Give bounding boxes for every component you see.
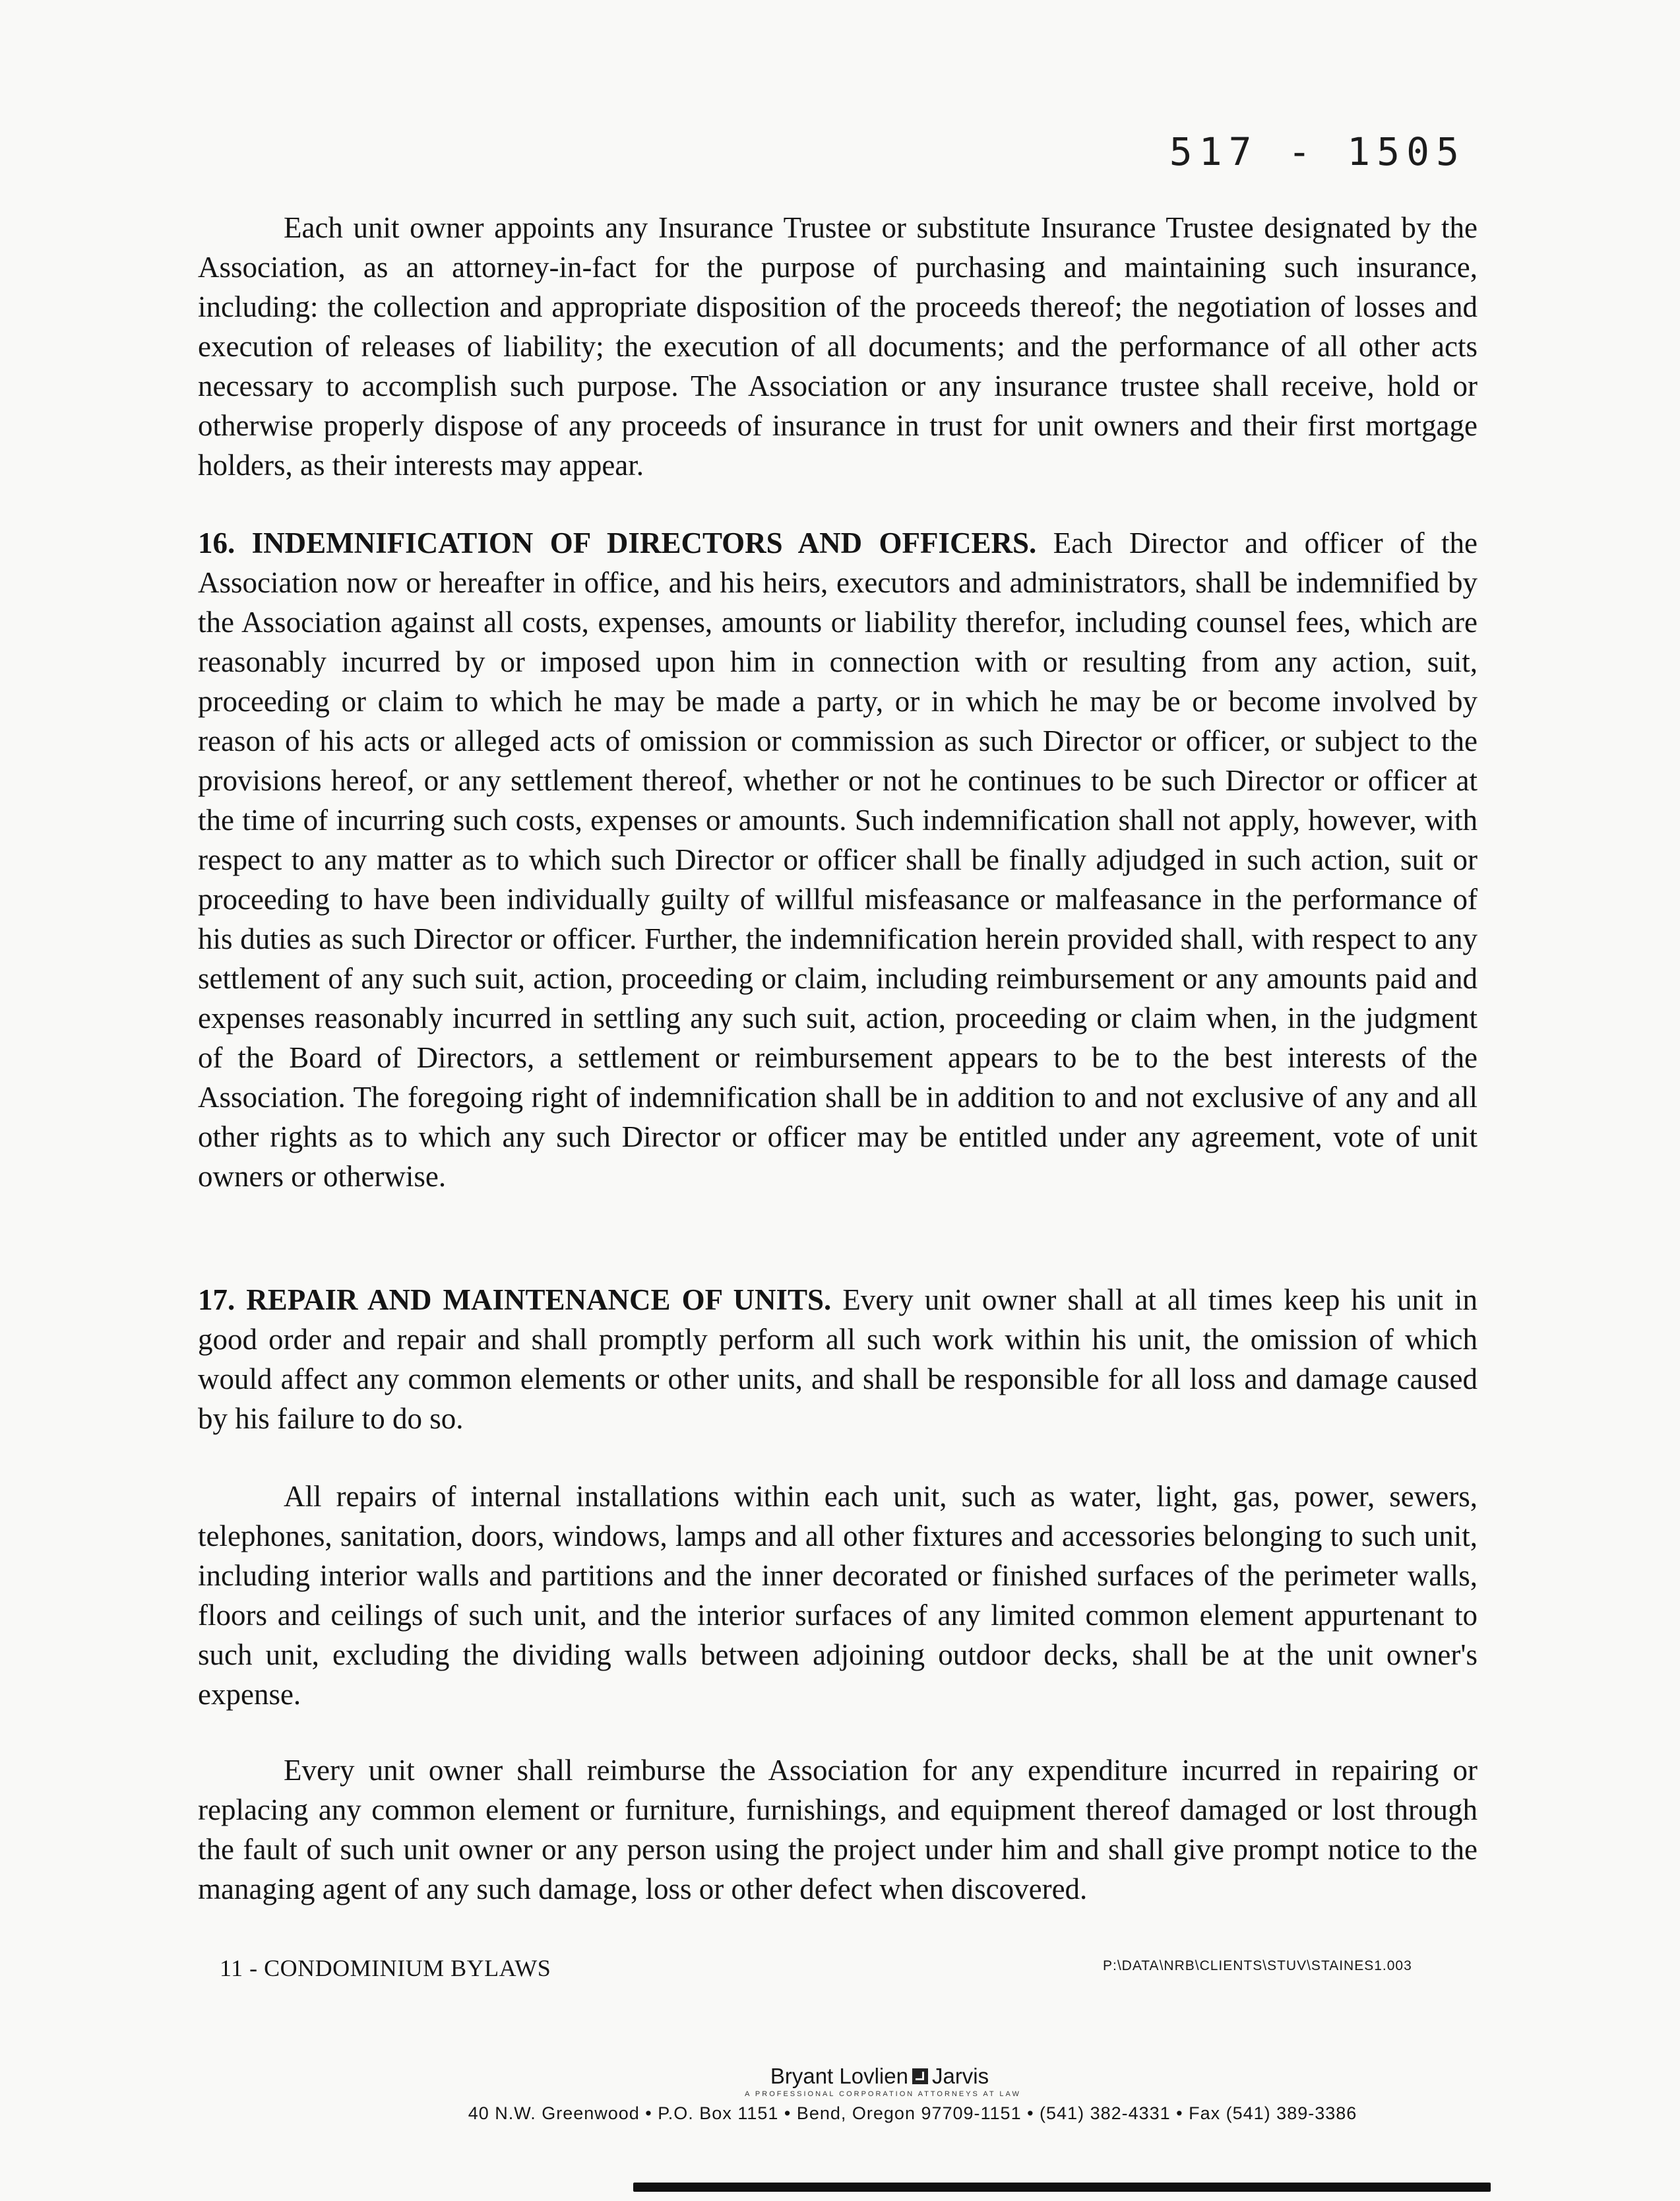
section-17 — [198, 1280, 1478, 1438]
scan-edge-bar — [633, 2183, 1491, 2192]
section-17-heading: 17. REPAIR AND MAINTENANCE OF UNITS. — [198, 1283, 832, 1316]
firm-name-part-2: Jarvis — [931, 2064, 989, 2088]
firm-name — [770, 2064, 989, 2089]
firm-address: 40 N.W. Greenwood • P.O. Box 1151 • Bend, Oregon 97709-1151 • (541) 382-4331 • Fax (541) 389-3386 — [468, 2103, 1357, 2123]
law-firm-letterhead — [0, 2064, 1680, 2124]
footer-page-label: 11 - CONDOMINIUM BYLAWS — [220, 1955, 551, 1981]
section-16-heading: 16. INDEMNIFICATION OF DIRECTORS AND OFFICERS. — [198, 526, 1037, 559]
firm-subtitle: A PROFESSIONAL CORPORATION ATTORNEYS AT LAW — [745, 2090, 1021, 2098]
firm-monogram-icon — [912, 2068, 928, 2084]
paragraph-reimbursement: Every unit owner shall reimburse the Association for any expenditure incurred in repairing or replacing any common element or furniture, furnishings, and equipment thereof damaged or lost through the fault of such unit owner or any person using the project under him and shall give prompt notice to the managing agent of any such damage, loss or other defect when discovered. — [198, 1754, 1478, 1905]
firm-name-part-1: Bryant Lovlien — [770, 2064, 908, 2088]
paragraph-internal-repairs: All repairs of internal installations within each unit, such as water, light, gas, power, sewers, telephones, sanitation, doors, windows, lamps and all other fixtures and accessories belonging to such unit, including interior walls and partitions and the inner decorated or finished surfaces of the perimeter walls, floors and ceilings of such unit, and the interior surfaces of any limited common element appurtenant to such unit, excluding the dividing walls between adjoining outdoor decks, shall be at the unit owner's expense. — [198, 1480, 1478, 1711]
page-number: 517 - 1505 — [1169, 129, 1466, 174]
section-16 — [198, 523, 1478, 1196]
section-17-body: Every unit owner shall at all times keep his unit in good order and repair and shall promptly perform all such work within his unit, the omission of which would affect any common elements or other units, and shall be responsible for all loss and damage caused by his failure to do so. — [198, 1283, 1478, 1435]
footer-file-path: P:\DATA\NRB\CLIENTS\STUV\STAINES1.003 — [1103, 1958, 1412, 1973]
paragraph-insurance-trustee: Each unit owner appoints any Insurance Trustee or substitute Insurance Trustee designated by the Association, as an attorney-in-fact for the purpose of purchasing and maintaining such insurance, including: the collection and appropriate disposition of the proceeds thereof; the negotiation of losses and execution of releases of liability; the execution of all documents; and the performance of all other acts necessary to accomplish such purpose. The Association or any insurance trustee shall receive, hold or otherwise properly dispose of any proceeds of insurance in trust for unit owners and their first mortgage holders, as their interests may appear. — [198, 211, 1478, 482]
section-16-body: Each Director and officer of the Association now or hereafter in office, and his heirs, executors and administrators, shall be indemnified by the Association against all costs, expenses, amounts or liability therefor, including counsel fees, which are reasonably incurred by or imposed upon him in connection with or resulting from any action, suit, proceeding or claim to which he may be made a party, or in which he may be or become involved by reason of his acts or alleged acts of omission or commission as such Director or officer, or subject to the provisions hereof, or any settlement thereof, whether or not he continues to be such Director or officer at the time of incurring such costs, expenses or amounts. Such indemnification shall not apply, however, with respect to any matter as to which such Director or officer shall be finally adjudged in such action, suit or proceeding to have been individually guilty of willful misfeasance or malfeasance in the performance of his duties as such Director or officer. Further, the indemnification herein provided shall, with respect to any settlement of any such suit, action, proceeding or claim, including reimbursement or any amounts paid and expenses reasonably incurred in settling any such suit, action, proceeding or claim when, in the judgment of the Board of Directors, a settlement or reimbursement appears to be to the best interests of the Association. The foregoing right of indemnification shall be in addition to and not exclusive of any and all other rights as to which any such Director or officer may be entitled under any agreement, vote of unit owners or otherwise. — [198, 526, 1478, 1193]
